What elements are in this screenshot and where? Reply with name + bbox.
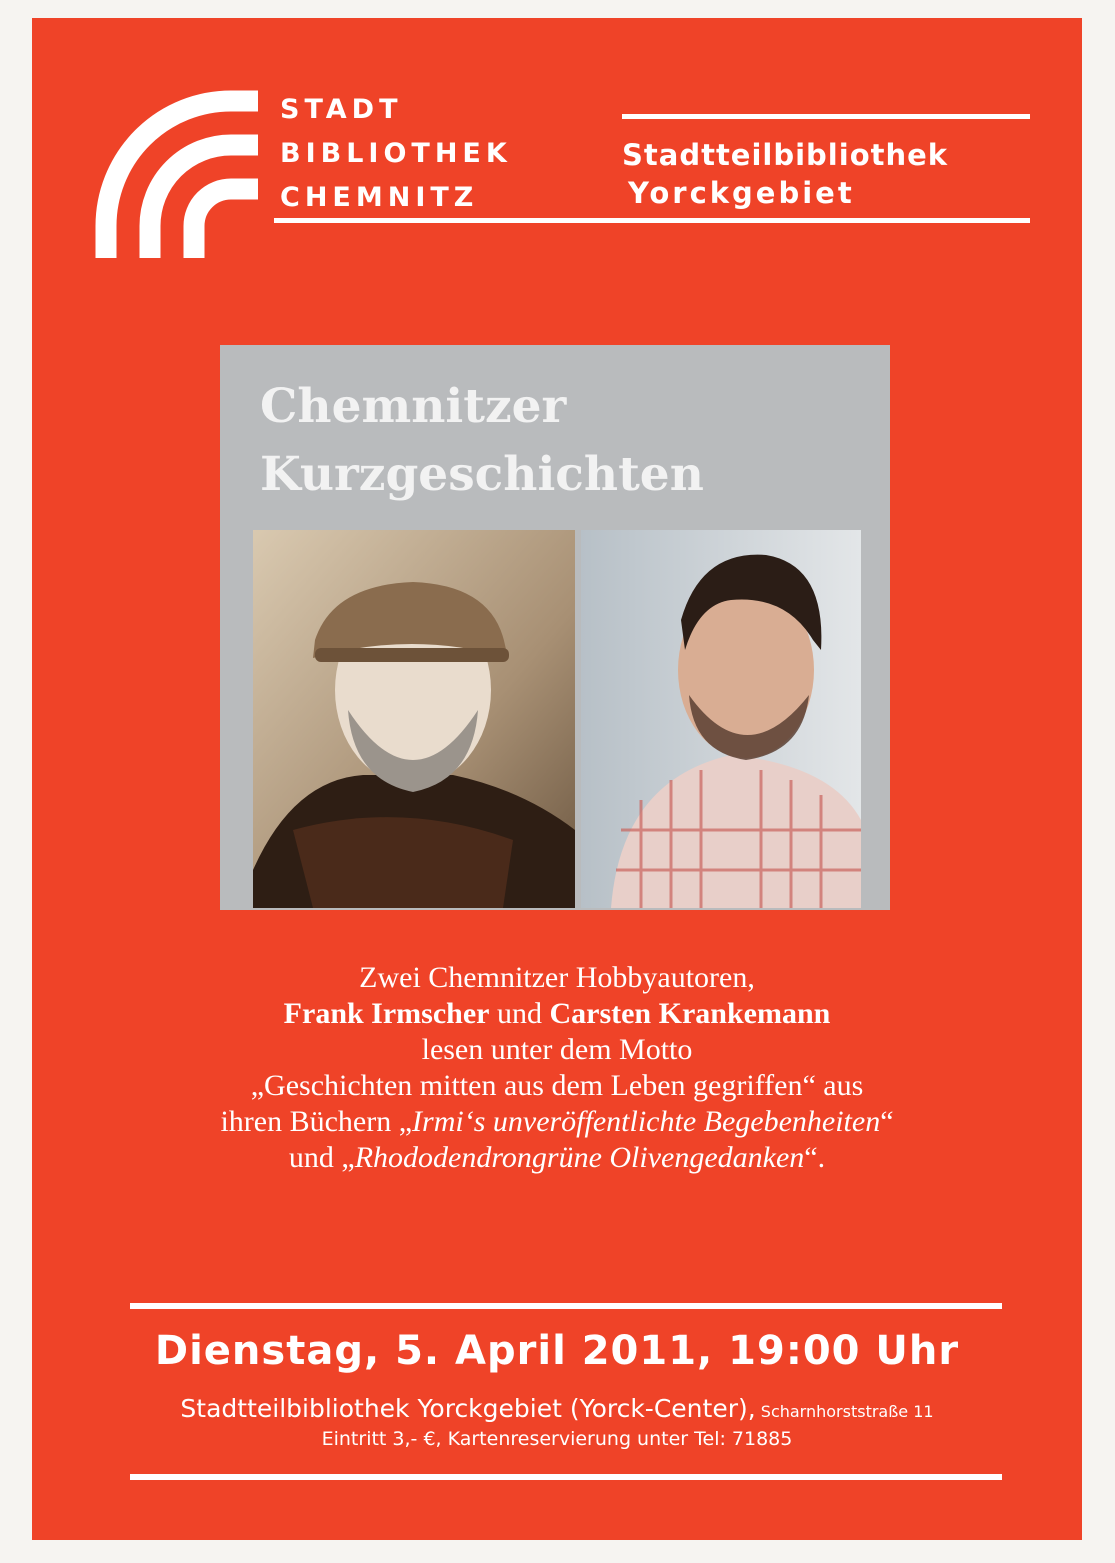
description-motto: „Geschichten mitten aus dem Leben gegriffen“ aus <box>250 1069 864 1102</box>
author-name-2: Carsten Krankemann <box>549 997 831 1030</box>
library-name <box>280 88 512 220</box>
branch-name-line-1: Stadtteilbibliothek <box>622 138 949 172</box>
authors-and: und <box>496 997 542 1030</box>
event-flyer-image <box>220 345 890 910</box>
author-photo-left <box>253 530 575 908</box>
author-name-1: Frank Irmscher <box>283 997 490 1030</box>
event-venue <box>32 1394 1082 1423</box>
date-bottom-rule <box>130 1474 1002 1480</box>
event-poster <box>32 18 1082 1540</box>
books-prefix: ihren Büchern „ <box>220 1105 413 1138</box>
branch-name <box>622 136 1042 212</box>
flyer-title-line-1: Chemnitzer <box>260 379 567 434</box>
venue-address: Scharnhorststraße 11 <box>760 1402 934 1421</box>
date-top-rule <box>130 1303 1002 1309</box>
books-and: und „ <box>288 1141 355 1174</box>
book-title-1: Irmi‘s unveröffentlichte Begebenheiten <box>412 1105 881 1138</box>
venue-name: Stadtteilbibliothek Yorckgebiet (Yorck-Center), <box>180 1394 756 1423</box>
library-logo-arcs-icon <box>94 88 274 263</box>
event-datetime: Dienstag, 5. April 2011, 19:00 Uhr <box>154 1328 960 1374</box>
author-photo-right <box>581 530 861 908</box>
branch-name-line-2: Yorckgebiet <box>628 176 855 210</box>
description-authors <box>32 996 1082 1032</box>
branch-top-rule <box>622 114 1030 119</box>
flyer-title-line-2: Kurzgeschichten <box>260 447 704 502</box>
event-admission: Eintritt 3,- €, Kartenreservierung unter Tel: 71885 <box>321 1428 793 1450</box>
book-2-suffix: “. <box>804 1141 826 1174</box>
book-1-suffix: “ <box>880 1105 894 1138</box>
library-name-line-2: BIBLIOTHEK <box>280 138 512 169</box>
library-name-line-3: CHEMNITZ <box>280 182 479 213</box>
description-line-3: lesen unter dem Motto <box>421 1033 693 1066</box>
flyer-title <box>260 373 704 509</box>
description-book-2 <box>32 1140 1082 1176</box>
library-name-line-1: STADT <box>280 94 403 125</box>
branch-bottom-rule <box>274 218 1030 223</box>
description-line-1: Zwei Chemnitzer Hobbyautoren, <box>359 961 755 994</box>
book-title-2: Rhododendrongrüne Olivengedanken <box>354 1141 805 1174</box>
description-book-1 <box>32 1104 1082 1140</box>
event-description <box>32 960 1082 1176</box>
